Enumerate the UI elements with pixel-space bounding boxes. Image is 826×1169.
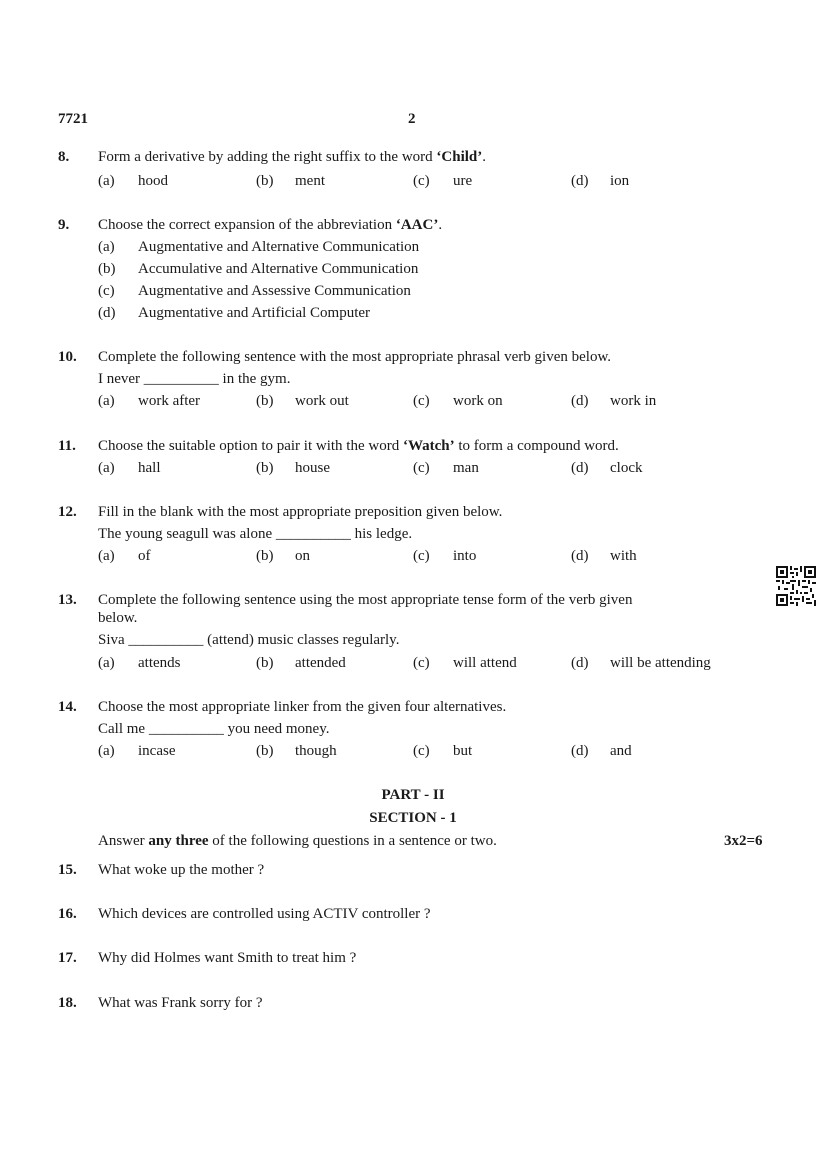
- option-c-text: will attend: [453, 655, 517, 671]
- option-b-text: on: [295, 548, 310, 564]
- option-a: (a): [98, 655, 115, 671]
- option-d: (d): [571, 655, 589, 671]
- question-text-line-2: below.: [98, 610, 138, 626]
- question-number: 12.: [58, 504, 77, 520]
- option-c-text: Augmentative and Assessive Communication: [138, 283, 411, 299]
- question-text: Complete the following sentence with the most appropriate phrasal verb given below.: [98, 349, 612, 365]
- option-a-text: hood: [138, 173, 168, 189]
- question-number: 18.: [58, 995, 77, 1011]
- question-number: 10.: [58, 349, 77, 365]
- option-d-text: ion: [610, 173, 630, 189]
- option-d-text: with: [610, 548, 637, 564]
- part-title: PART - II: [381, 787, 445, 803]
- option-c-text: man: [453, 460, 479, 476]
- option-d: (d): [571, 460, 589, 476]
- option-c-text: but: [453, 743, 473, 759]
- option-b: (b): [256, 393, 274, 409]
- option-c-text: ure: [453, 173, 473, 189]
- qr-code-icon: [776, 566, 816, 606]
- question-text: Choose the correct expansion of the abbreviation ‘AAC’.: [98, 217, 443, 233]
- section-title: SECTION - 1: [369, 810, 457, 826]
- section-marks: 3x2=6: [724, 833, 763, 849]
- question-number: 14.: [58, 699, 77, 715]
- option-b-text: house: [295, 460, 330, 476]
- question-text: What woke up the mother ?: [98, 862, 265, 878]
- question-number: 8.: [58, 149, 70, 165]
- question-text: Which devices are controlled using ACTIV controller ?: [98, 906, 431, 922]
- option-b: (b): [256, 655, 274, 671]
- option-b-text: ment: [295, 173, 325, 189]
- option-b: (b): [98, 261, 116, 277]
- option-a-text: of: [138, 548, 151, 564]
- option-d: (d): [98, 305, 116, 321]
- option-b-text: Accumulative and Alternative Communication: [138, 261, 419, 277]
- option-c: (c): [413, 548, 430, 564]
- section-instruction: Answer any three of the following questions in a sentence or two.: [98, 833, 497, 849]
- option-a: (a): [98, 173, 115, 189]
- page-number: 2: [408, 111, 416, 127]
- question-number: 11.: [58, 438, 76, 454]
- option-d-text: clock: [610, 460, 643, 476]
- option-b: (b): [256, 460, 274, 476]
- option-d: (d): [571, 743, 589, 759]
- option-a-text: work after: [138, 393, 201, 409]
- option-a: (a): [98, 460, 115, 476]
- question-sentence: Siva __________ (attend) music classes regularly.: [98, 632, 400, 648]
- option-c: (c): [413, 743, 430, 759]
- question-sentence: I never __________ in the gym.: [98, 371, 291, 387]
- option-d: (d): [571, 173, 589, 189]
- option-a: (a): [98, 548, 115, 564]
- option-a-text: incase: [138, 743, 176, 759]
- question-sentence: Call me __________ you need money.: [98, 721, 330, 737]
- question-text: What was Frank sorry for ?: [98, 995, 263, 1011]
- option-a: (a): [98, 239, 115, 255]
- option-b-text: though: [295, 743, 337, 759]
- option-c: (c): [98, 283, 115, 299]
- question-text: Choose the most appropriate linker from the given four alternatives.: [98, 699, 507, 715]
- option-c: (c): [413, 655, 430, 671]
- option-b-text: attended: [295, 655, 346, 671]
- option-d-text: will be attending: [610, 655, 711, 671]
- option-d-text: Augmentative and Artificial Computer: [138, 305, 371, 321]
- option-a-text: attends: [138, 655, 181, 671]
- option-d: (d): [571, 548, 589, 564]
- question-number: 16.: [58, 906, 77, 922]
- option-b: (b): [256, 743, 274, 759]
- option-c-text: work on: [453, 393, 503, 409]
- option-d: (d): [571, 393, 589, 409]
- option-c: (c): [413, 393, 430, 409]
- option-c-text: into: [453, 548, 477, 564]
- option-b: (b): [256, 173, 274, 189]
- question-text: Fill in the blank with the most appropriate preposition given below.: [98, 504, 503, 520]
- option-a: (a): [98, 393, 115, 409]
- question-number: 15.: [58, 862, 77, 878]
- question-text-line-1: Complete the following sentence using the most appropriate tense form of the verb given: [98, 592, 633, 608]
- option-c: (c): [413, 173, 430, 189]
- option-d-text: and: [610, 743, 632, 759]
- option-a-text: Augmentative and Alternative Communication: [138, 239, 420, 255]
- option-c: (c): [413, 460, 430, 476]
- option-a: (a): [98, 743, 115, 759]
- option-a-text: hall: [138, 460, 161, 476]
- paper-code: 7721: [58, 111, 88, 127]
- question-number: 9.: [58, 217, 70, 233]
- question-text: Form a derivative by adding the right suffix to the word ‘Child’.: [98, 149, 487, 165]
- question-number: 13.: [58, 592, 77, 608]
- question-text: Choose the suitable option to pair it with the word ‘Watch’ to form a compound word.: [98, 438, 619, 454]
- question-text: Why did Holmes want Smith to treat him ?: [98, 950, 357, 966]
- question-sentence: The young seagull was alone __________ his ledge.: [98, 526, 413, 542]
- option-d-text: work in: [610, 393, 657, 409]
- option-b-text: work out: [295, 393, 349, 409]
- option-b: (b): [256, 548, 274, 564]
- question-number: 17.: [58, 950, 77, 966]
